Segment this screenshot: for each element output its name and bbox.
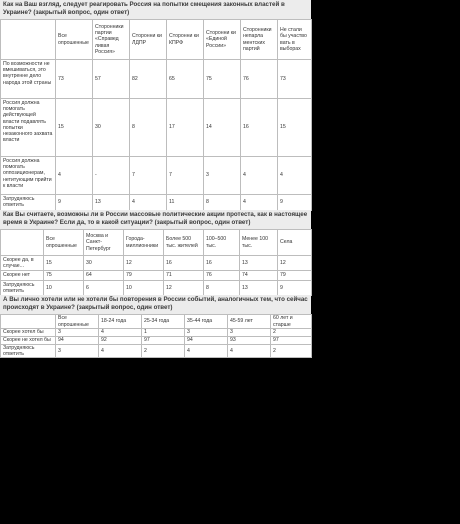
value-cell: 79: [124, 271, 164, 281]
header-cell: Сторонники партии «Справед ливая Россия»: [93, 20, 130, 60]
value-cell: 73: [278, 60, 312, 99]
value-cell: 16: [164, 256, 204, 271]
header-cell: Сторонники непарлa ментских партий: [241, 20, 278, 60]
row-label: Скорее не хотел бы: [1, 337, 56, 345]
table-row: [1, 195, 312, 211]
value-cell: 8: [130, 99, 167, 157]
value-cell: 3: [56, 329, 99, 337]
value-cell: 2: [142, 345, 185, 358]
value-cell: 15: [278, 99, 312, 157]
results-table: [0, 19, 312, 211]
value-cell: 1: [142, 329, 185, 337]
survey-sheet: [0, 0, 311, 358]
header-cell: Все опрошенные: [56, 315, 99, 329]
value-cell: 12: [278, 256, 312, 271]
table-header-row: [1, 230, 312, 256]
question-block-1: [0, 0, 311, 211]
header-cell: 45-59 лет: [228, 315, 271, 329]
question-title: Как Вы считаете, возможны ли в России массовые политические акции протеста, как в настоящее время в Украине? Если да, то в какой ситуации? (закрытый вопрос, один ответ): [3, 211, 308, 226]
value-cell: 12: [164, 281, 204, 296]
row-label: Скорее хотел бы: [1, 329, 56, 337]
value-cell: 8: [204, 281, 240, 296]
value-cell: 4: [56, 157, 93, 195]
header-cell: [1, 20, 56, 60]
header-cell: Менее 100 тыс.: [240, 230, 278, 256]
header-cell: Сторонни ки «Единой России»: [204, 20, 241, 60]
value-cell: 7: [167, 157, 204, 195]
value-cell: 74: [240, 271, 278, 281]
value-cell: 75: [204, 60, 241, 99]
value-cell: 3: [228, 329, 271, 337]
value-cell: 97: [271, 337, 312, 345]
header-cell: [1, 315, 56, 329]
value-cell: 76: [241, 60, 278, 99]
value-cell: 15: [56, 99, 93, 157]
value-cell: 93: [228, 337, 271, 345]
value-cell: 10: [124, 281, 164, 296]
value-cell: 16: [241, 99, 278, 157]
value-cell: 94: [56, 337, 99, 345]
row-label: По возможности не вмешиваться, это внутренне дело народа этой страны: [1, 60, 56, 99]
table-row: [1, 337, 312, 345]
value-cell: 82: [130, 60, 167, 99]
question-title: А Вы лично хотели или не хотели бы повторения в России событий, аналогичных тем, что сейчас происходят в Украине? (закрытый вопрос, один ответ): [3, 296, 308, 311]
table-row: [1, 60, 312, 99]
table-row: [1, 271, 312, 281]
header-cell: Сторонни ки КПРФ: [167, 20, 204, 60]
table-header-row: [1, 20, 312, 60]
value-cell: 4: [278, 157, 312, 195]
value-cell: 13: [240, 281, 278, 296]
value-cell: 6: [84, 281, 124, 296]
value-cell: 4: [241, 157, 278, 195]
value-cell: 4: [228, 345, 271, 358]
value-cell: 3: [204, 157, 241, 195]
value-cell: 13: [93, 195, 130, 211]
question-block-2: [0, 210, 311, 296]
value-cell: 13: [240, 256, 278, 271]
header-cell: Все опрошенные: [56, 20, 93, 60]
value-cell: 2: [271, 345, 312, 358]
header-cell: Села: [278, 230, 312, 256]
question-block-3: [0, 295, 311, 358]
header-cell: Города-миллионники: [124, 230, 164, 256]
table-row: [1, 281, 312, 296]
row-label: Затрудняюсь ответить: [1, 345, 56, 358]
results-table: [0, 229, 312, 296]
value-cell: 64: [84, 271, 124, 281]
header-cell: [1, 230, 44, 256]
value-cell: 3: [185, 329, 228, 337]
question-title: Как на Ваш взгляд, следует реагировать Россия на попытки смещения законных властей в Украине? (закрытый вопрос, один ответ): [3, 1, 285, 16]
value-cell: 30: [84, 256, 124, 271]
table-row: [1, 329, 312, 337]
value-cell: 71: [164, 271, 204, 281]
header-cell: Более 500 тыс. жителей: [164, 230, 204, 256]
value-cell: 8: [204, 195, 241, 211]
value-cell: -: [93, 157, 130, 195]
value-cell: 2: [271, 329, 312, 337]
table-row: [1, 345, 312, 358]
header-cell: 18-24 года: [99, 315, 142, 329]
table-row: [1, 157, 312, 195]
value-cell: 9: [278, 281, 312, 296]
value-cell: 94: [185, 337, 228, 345]
value-cell: 15: [44, 256, 84, 271]
value-cell: 10: [44, 281, 84, 296]
value-cell: 76: [204, 271, 240, 281]
table-row: [1, 99, 312, 157]
value-cell: 97: [142, 337, 185, 345]
value-cell: 75: [44, 271, 84, 281]
value-cell: 16: [204, 256, 240, 271]
row-label: Скорее нет: [1, 271, 44, 281]
value-cell: 30: [93, 99, 130, 157]
value-cell: 11: [167, 195, 204, 211]
value-cell: 4: [99, 345, 142, 358]
header-cell: Не стали бы участво вать в выборах: [278, 20, 312, 60]
row-label: Скорее да, в случае...: [1, 256, 44, 271]
header-cell: 35-44 года: [185, 315, 228, 329]
value-cell: 4: [185, 345, 228, 358]
value-cell: 17: [167, 99, 204, 157]
table-row: [1, 256, 312, 271]
value-cell: 12: [124, 256, 164, 271]
value-cell: 4: [241, 195, 278, 211]
value-cell: 7: [130, 157, 167, 195]
results-table: [0, 314, 312, 358]
row-label: Россия должна помогать оппозиционерам, нетитующим прийти к власти: [1, 157, 56, 195]
header-cell: Сторонни ки ЛДПР: [130, 20, 167, 60]
value-cell: 92: [99, 337, 142, 345]
table-header-row: [1, 315, 312, 329]
header-cell: Москва и Санкт-Петербург: [84, 230, 124, 256]
header-cell: 100–500 тыс.: [204, 230, 240, 256]
header-cell: 25-34 года: [142, 315, 185, 329]
row-label: Затрудняюсь ответить: [1, 195, 56, 211]
row-label: Россия должна помогать действующей власти подавлять попытки незаконного захвата власти: [1, 99, 56, 157]
value-cell: 57: [93, 60, 130, 99]
value-cell: 73: [56, 60, 93, 99]
value-cell: 3: [56, 345, 99, 358]
value-cell: 4: [99, 329, 142, 337]
value-cell: 79: [278, 271, 312, 281]
header-cell: Все опрошенные: [44, 230, 84, 256]
value-cell: 9: [278, 195, 312, 211]
header-cell: 60 лет и старше: [271, 315, 312, 329]
value-cell: 65: [167, 60, 204, 99]
row-label: Затрудняюсь ответить: [1, 281, 44, 296]
value-cell: 4: [130, 195, 167, 211]
value-cell: 14: [204, 99, 241, 157]
value-cell: 9: [56, 195, 93, 211]
